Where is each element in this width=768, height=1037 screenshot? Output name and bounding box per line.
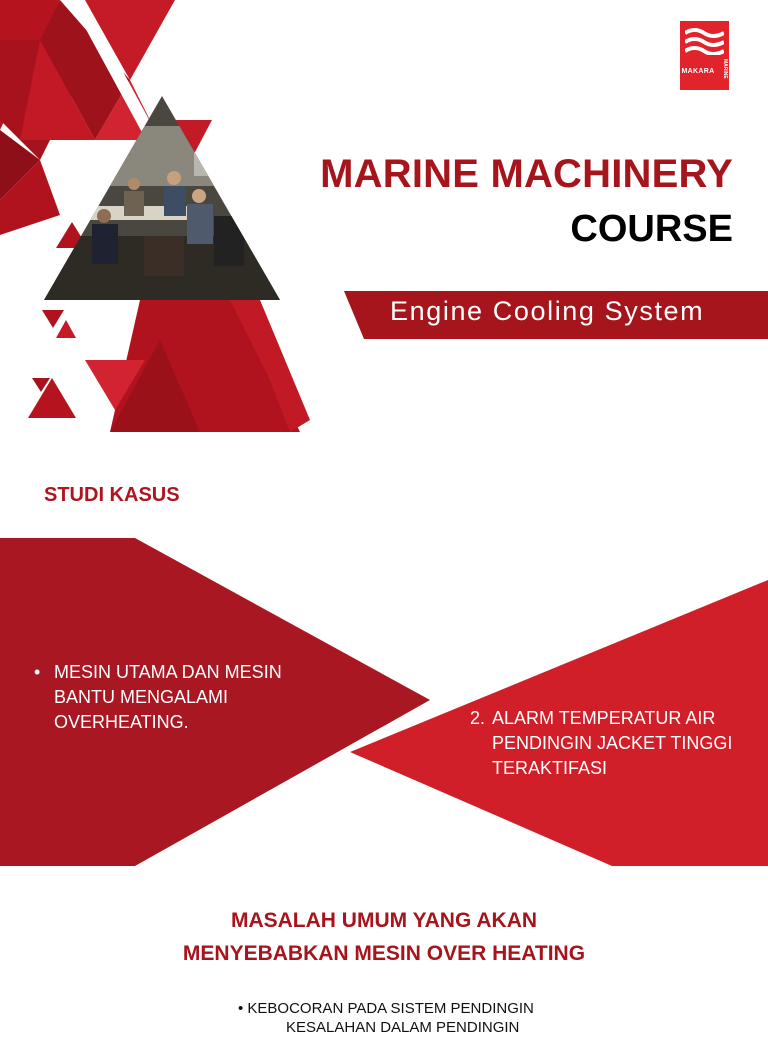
case-item-text: MESIN UTAMA DAN MESIN BANTU MENGALAMI OVERHEATING.	[54, 662, 282, 732]
makara-marine-logo	[680, 21, 729, 90]
problems-heading	[0, 904, 768, 970]
deco-triangle	[56, 320, 76, 338]
problems-heading-line-1: MASALAH UMUM YANG AKAN	[230, 909, 538, 932]
case-item-right	[470, 706, 750, 781]
problems-heading-line-2: MENYEBABKAN MESIN OVER HEATING	[182, 942, 586, 965]
deco-triangle	[28, 378, 76, 418]
number-marker: 2.	[470, 708, 486, 728]
classroom-photo	[44, 96, 280, 300]
case-item-text: ALARM TEMPERATUR AIR PENDINGIN JACKET TINGGI TERAKTIFASI	[492, 708, 733, 778]
wave-icon	[685, 27, 724, 55]
deco-triangle	[42, 310, 64, 328]
list-item: • KEBOCORAN PADA SISTEM PENDINGIN	[238, 1000, 534, 1017]
case-item-left	[34, 660, 334, 735]
title-line-1: MARINE MACHINERY	[320, 152, 733, 196]
list-item: KESALAHAN DALAM PENDINGIN	[286, 1019, 520, 1036]
subtitle: Engine Cooling System	[390, 296, 705, 326]
title-line-2: COURSE	[570, 208, 733, 250]
problems-list	[238, 999, 534, 1037]
logo-name: MAKARA	[681, 68, 715, 75]
bullet-marker: •	[34, 662, 41, 682]
section-label: STUDI KASUS	[44, 484, 180, 506]
logo-sub: MARINE	[722, 59, 728, 79]
